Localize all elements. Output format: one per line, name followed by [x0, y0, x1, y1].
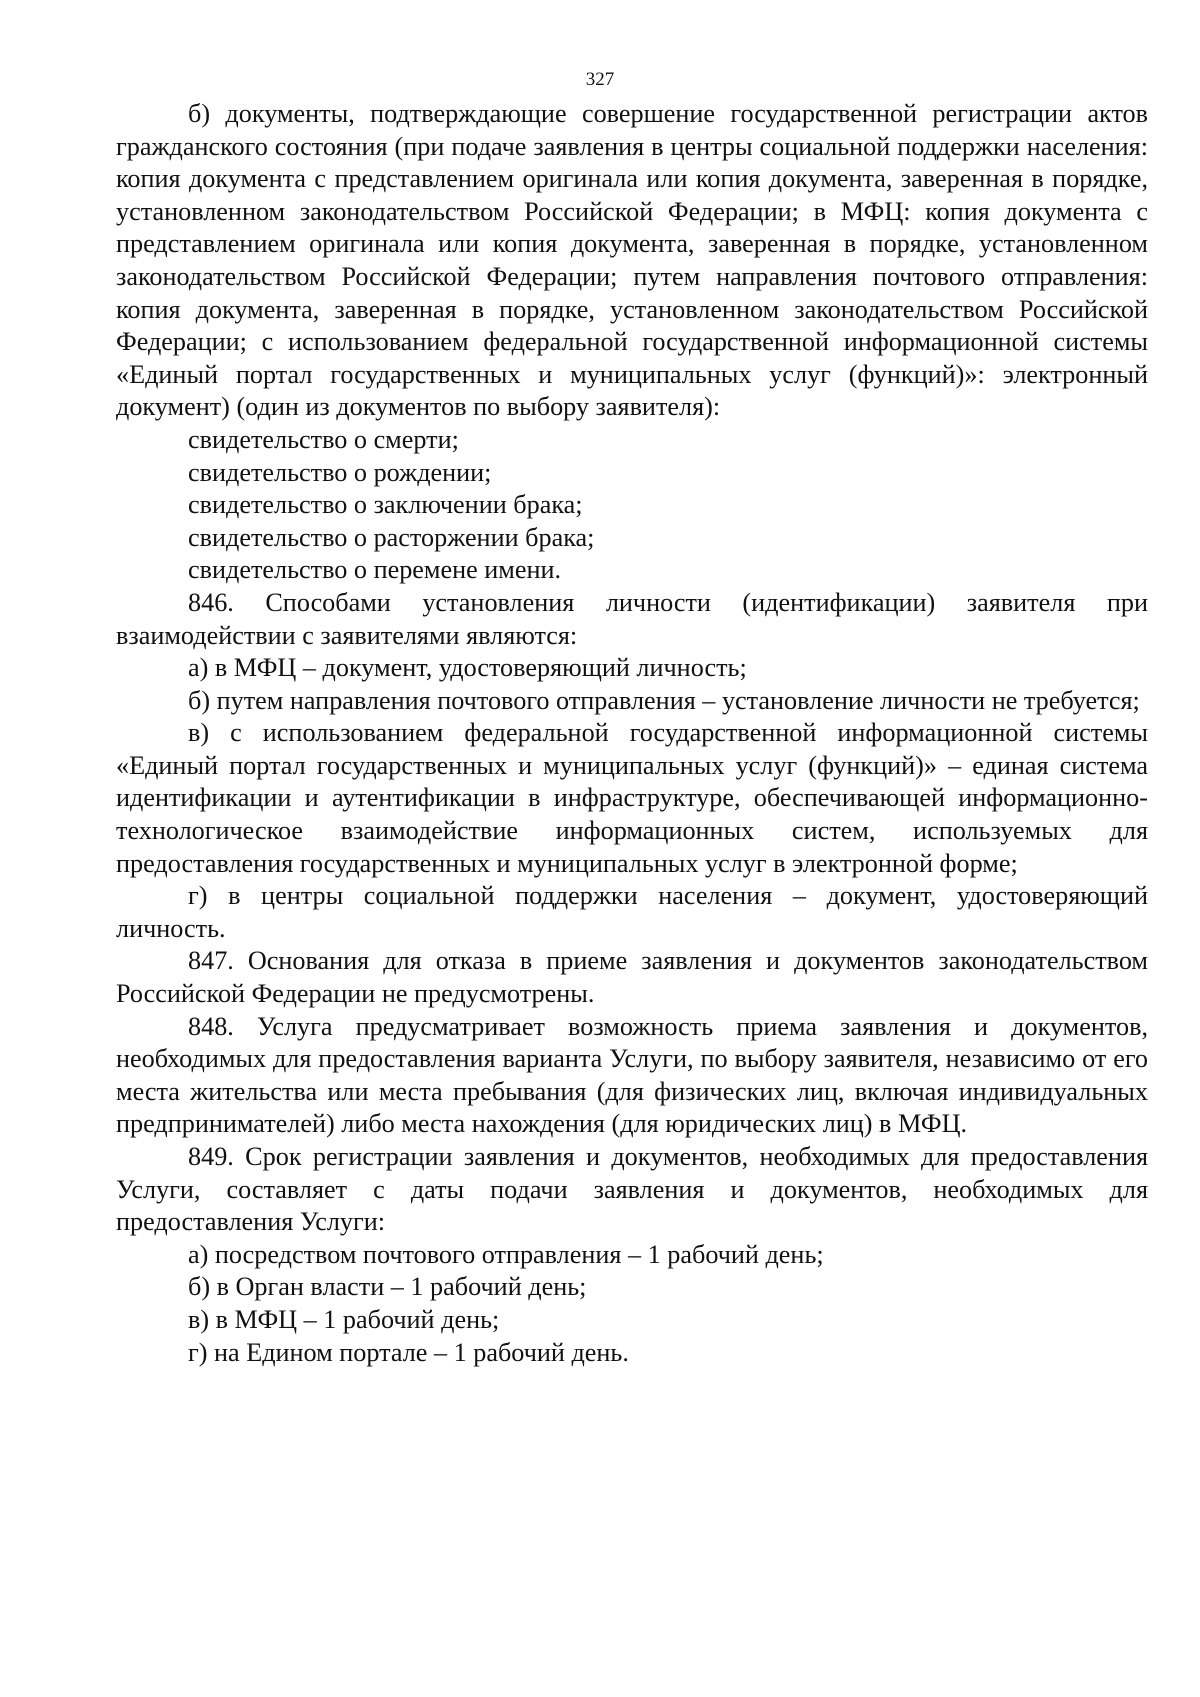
- list-item-849-b: б) в Орган власти – 1 рабочий день;: [188, 1272, 587, 1302]
- list-item-846-a: а) в МФЦ – документ, удостоверяющий личность;: [188, 653, 747, 683]
- list-item-849-v: в) в МФЦ – 1 рабочий день;: [188, 1304, 500, 1334]
- paragraph-848: 848. Услуга предусматривает возможность приема заявления и документов, необходимых для предоставления варианта Услуги, по выбору заявителя, независимо от его места жительства или места пребывания (для физических лиц, включая индивидуальных предпринимателей) либо места нахождения (для юридических лиц) в МФЦ.: [116, 1011, 1148, 1139]
- paragraph-849: 849. Срок регистрации заявления и документов, необходимых для предоставления Услуги, составляет с даты подачи заявления и документов, необходимых для предоставления Услуги:: [116, 1142, 1148, 1237]
- list-item-846-g: г) в центры социальной поддержки населения – документ, удостоверяющий личность.: [116, 881, 1148, 943]
- list-item-death-certificate: свидетельство о смерти;: [188, 424, 459, 454]
- paragraph-846: 846. Способами установления личности (идентификации) заявителя при взаимодействии с заявителями являются:: [116, 587, 1148, 650]
- paragraph-847: 847. Основания для отказа в приеме заявления и документов законодательством Российской Федерации не предусмотрены.: [116, 946, 1148, 1009]
- list-item-birth-certificate: свидетельство о рождении;: [188, 457, 492, 487]
- list-item-name-change-certificate: свидетельство о перемене имени.: [188, 555, 562, 585]
- list-item-divorce-certificate: свидетельство о расторжении брака;: [188, 522, 595, 552]
- list-item-marriage-certificate: свидетельство о заключении брака;: [188, 490, 583, 520]
- list-item-849-a: а) посредством почтового отправления – 1 рабочий день;: [188, 1239, 824, 1269]
- list-item-849-g: г) на Едином портале – 1 рабочий день.: [188, 1337, 629, 1367]
- paragraph-b-documents: б) документы, подтверждающие совершение государственной регистрации актов гражданского состояния (при подаче заявления в центры социальной поддержки населения: копия документа с представлением оригинала или копия документа, заверенная в порядке, установленном законодательством Российской Федерации; в МФЦ: копия документа с представлением оригинала или копия документа, заверенная в порядке, установленном законодательством Российской Федерации; путем направления почтового отправления: копия документа, заверенная в порядке, установленном законодательством Российской Федерации; с использованием федеральной государственной информационной системы «Единый портал государственных и муниципальных услуг (функций)»: электронный документ) (один из документов по выбору заявителя):: [116, 99, 1148, 422]
- page-number: 327: [585, 69, 615, 90]
- list-item-846-b: б) путем направления почтового отправления – установление личности не требуется;: [188, 685, 1140, 715]
- document-body: [116, 98, 1148, 1369]
- list-item-846-v: в) с использованием федеральной государственной информационной системы «Единый портал государственных и муниципальных услуг (функций)» – единая система идентификации и аутентификации в инфраструктуре, обеспечивающей информационно-технологическое взаимодействие информационных систем, используемых для предоставления государственных и муниципальных услуг в электронной форме;: [116, 718, 1148, 878]
